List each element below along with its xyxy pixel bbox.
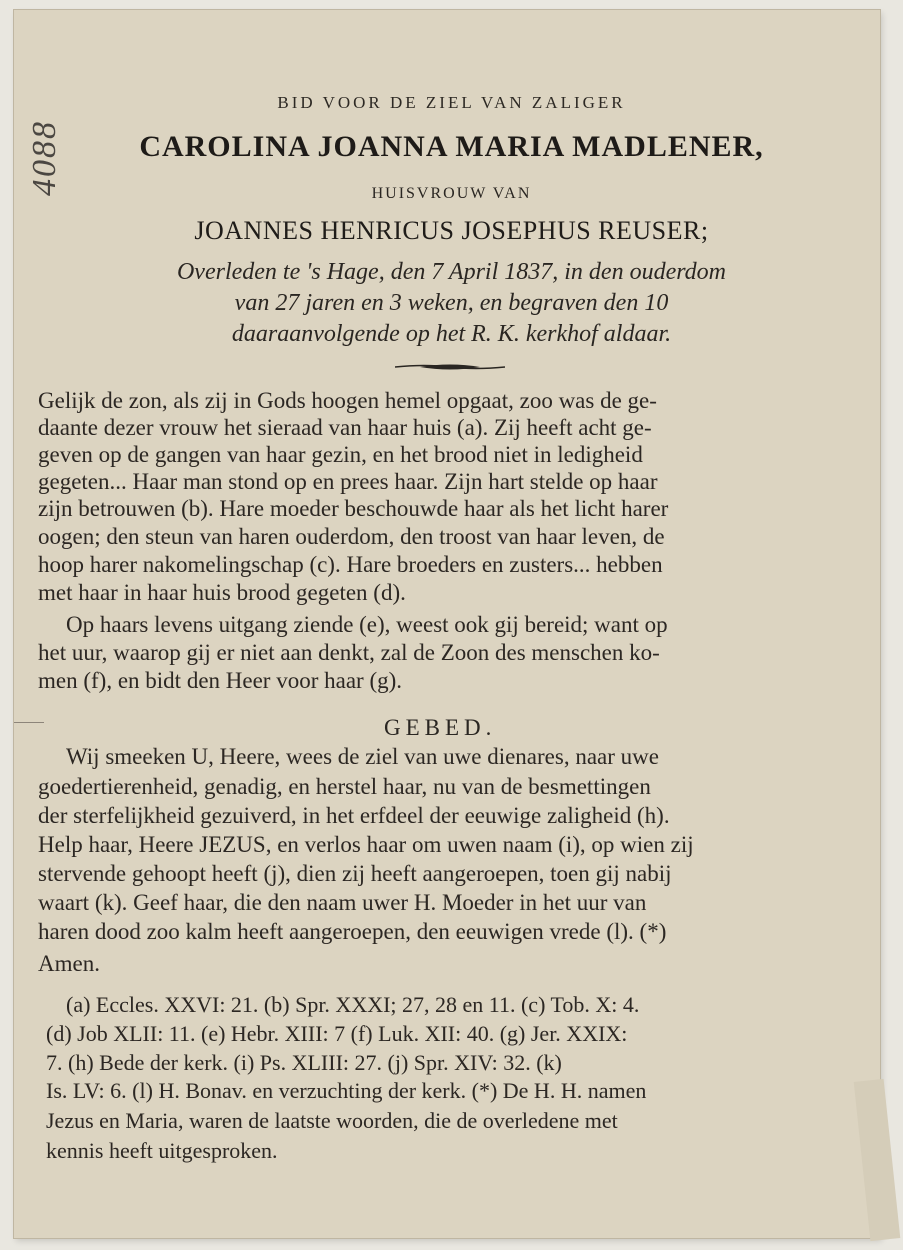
prayer-line: waart (k). Geef haar, die den naam uwer H. Moeder in het uur van xyxy=(38,890,647,915)
body-line: men (f), en bidt den Heer voor haar (g). xyxy=(38,668,403,693)
body-line: oogen; den steun van haren ouderdom, den troost van haar leven, de xyxy=(38,524,665,549)
prayer-line: Wij smeeken U, Heere, wees de ziel van uwe dienares, naar uwe xyxy=(66,744,659,769)
relation-line: HUISVROUW VAN xyxy=(371,185,532,202)
reference-line: (a) Eccles. XXVI: 21. (b) Spr. XXXI; 27, 28 en 11. (c) Tob. X: 4. xyxy=(66,992,640,1017)
intro-line: BID VOOR DE ZIEL VAN ZALIGER xyxy=(277,93,626,112)
reference-line: 7. (h) Bede der kerk. (i) Ps. XLIII: 27. (j) Spr. XIV: 32. (k) xyxy=(46,1050,562,1075)
reference-line: Is. LV: 6. (l) H. Bonav. en verzuchting der kerk. (*) De H. H. namen xyxy=(46,1078,647,1103)
prayer-line: Amen. xyxy=(38,951,100,976)
death-notice-line: van 27 jaren en 3 weken, en begraven den 10 xyxy=(234,290,669,316)
body-line: Op haars levens uitgang ziende (e), weest ook gij bereid; want op xyxy=(66,612,668,637)
reference-line: kennis heeft uitgesproken. xyxy=(46,1138,278,1163)
death-notice-line: daaraanvolgende op het R. K. kerkhof aldaar. xyxy=(231,321,672,347)
ornament-divider xyxy=(395,362,505,372)
prayer-heading: GEBED. xyxy=(384,715,497,740)
body-line: geven op de gangen van haar gezin, en het brood niet in ledigheid xyxy=(38,442,643,467)
spouse-name: JOANNES HENRICUS JOSEPHUS REUSER; xyxy=(194,216,709,245)
prayer-line: Help haar, Heere JEZUS, en verlos haar om uwen naam (i), op wien zij xyxy=(38,832,694,857)
edge-mark xyxy=(14,722,44,723)
prayer-line: goedertierenheid, genadig, en herstel haar, nu van de besmettingen xyxy=(38,774,651,799)
prayer-line: der sterfelijkheid gezuiverd, in het erfdeel der eeuwige zaligheid (h). xyxy=(38,803,670,828)
inventory-number: 4088 xyxy=(26,120,63,196)
reference-line: (d) Job XLII: 11. (e) Hebr. XIII: 7 (f) Luk. XII: 40. (g) Jer. XXIX: xyxy=(46,1021,628,1046)
body-line: daante dezer vrouw het sieraad van haar huis (a). Zij heeft acht ge- xyxy=(38,415,652,440)
body-line: zijn betrouwen (b). Hare moeder beschouwde haar als het licht harer xyxy=(38,496,669,521)
deceased-name: CAROLINA JOANNA MARIA MADLENER, xyxy=(139,130,764,163)
death-notice-line: Overleden te 's Hage, den 7 April 1837, in den ouderdom xyxy=(176,259,727,285)
body-line: hoop harer nakomelingschap (c). Hare broeders en zusters... hebben xyxy=(38,552,663,577)
reference-line: Jezus en Maria, waren de laatste woorden, die de overledene met xyxy=(46,1108,618,1133)
prayer-line: stervende gehoopt heeft (j), dien zij heeft aangeroepen, toen gij nabij xyxy=(38,861,672,886)
prayer-line: haren dood zoo kalm heeft aangeroepen, den eeuwigen vrede (l). (*) xyxy=(38,919,667,944)
body-line: gegeten... Haar man stond op en prees haar. Zijn hart stelde op haar xyxy=(38,469,658,494)
body-line: Gelijk de zon, als zij in Gods hoogen hemel opgaat, zoo was de ge- xyxy=(38,388,657,413)
body-line: met haar in haar huis brood gegeten (d). xyxy=(38,580,406,605)
body-line: het uur, waarop gij er niet aan denkt, zal de Zoon des menschen ko- xyxy=(38,640,660,665)
